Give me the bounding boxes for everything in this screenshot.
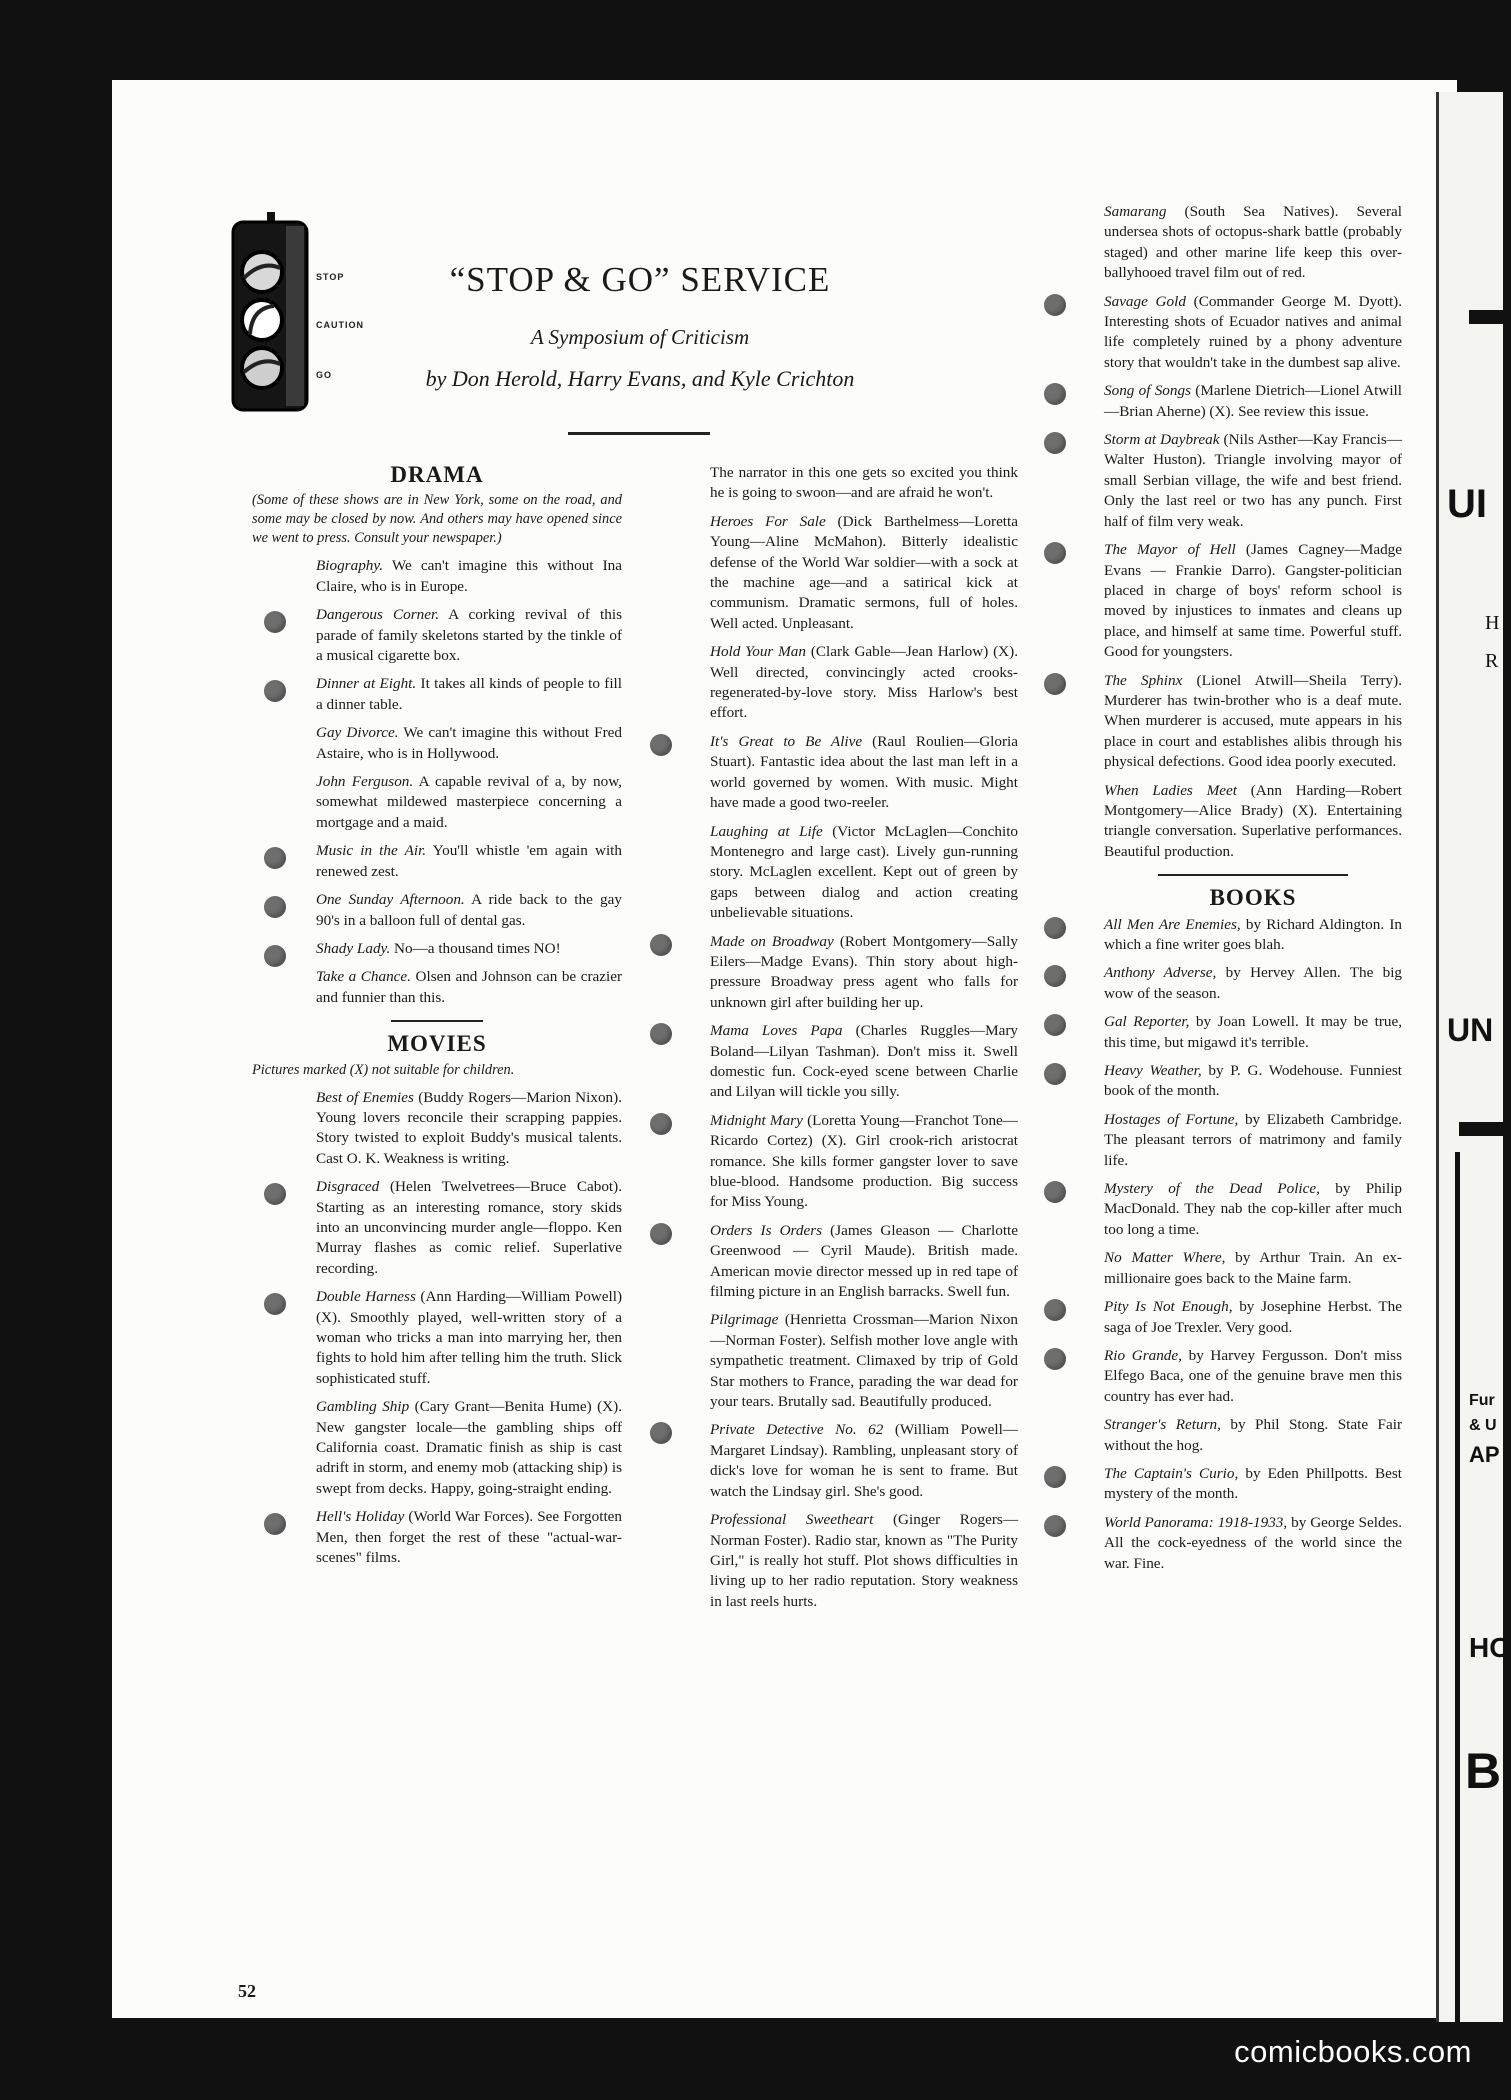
entry-title: Heavy Weather,	[1104, 1062, 1202, 1080]
column-1	[252, 463, 622, 1576]
entry-title: The Sphinx	[1104, 671, 1183, 689]
entry-title: No Matter Where,	[1104, 1249, 1226, 1267]
entry-title: Music in the Air.	[316, 842, 427, 860]
review-entry	[252, 674, 622, 715]
review-entry	[1104, 1248, 1402, 1289]
movies-heading: MOVIES	[387, 1031, 487, 1057]
entry-text: by Philip MacDonald. They nab the cop-killer after much too long a time.	[1104, 1180, 1403, 1238]
entry-text: by Phil Stong. State Fair without the hog.	[1104, 1416, 1402, 1454]
entry-title: Dinner at Eight.	[316, 675, 417, 693]
entry-text: (Charles Ruggles—Mary Boland—Lilyan Tashman). Don't miss it. Swell domestic fun. Cock-eyed scene between Charlie and Lilyan will tickle you silly.	[710, 1022, 1018, 1101]
go-signal-dot-icon	[264, 1293, 286, 1315]
entry-text: by Josephine Herbst. The saga of Joe Trexler. Very good.	[1104, 1298, 1402, 1336]
entry-text: (Raul Roulien—Gloria Stuart). Fantastic idea about the last man left in a world governed by women. With music. Might have made a good two-reeler.	[710, 732, 1019, 812]
entry-text: (Robert Montgomery—Sally Eilers—Madge Evans). Thin story about high-pressure Broadway press agent who falls for unknown girl after building her up.	[710, 932, 1018, 1011]
go-signal-dot-icon	[264, 611, 286, 633]
continued-text: The narrator in this one gets so excited you think he is going to swoon—and are afraid he won't.	[710, 464, 1018, 502]
go-signal-dot-icon	[1044, 294, 1066, 316]
entry-title: Made on Broadway	[710, 932, 834, 950]
drama-heading: DRAMA	[390, 462, 484, 487]
adjacent-page-edge: UI H R UN Fur & U AP HO B	[1436, 92, 1503, 2022]
review-entry	[252, 723, 622, 764]
entry-title: World Panorama: 1918-1933,	[1104, 1513, 1288, 1531]
review-entry	[252, 939, 622, 959]
entry-text: by Arthur Train. An ex-millionaire goes back to the Maine farm.	[1104, 1249, 1402, 1287]
entry-title: Gal Reporter,	[1104, 1013, 1190, 1031]
books-heading: BOOKS	[1209, 885, 1297, 911]
go-signal-dot-icon	[264, 945, 286, 967]
entry-text: We can't imagine this without Ina Claire, who is in Europe.	[316, 557, 622, 595]
entry-text: (Buddy Rogers—Marion Nixon). Young lovers reconcile their scrapping pappies. Story twisted to exploit Buddy's musical talents. Cast O. K. Weakness is writing.	[316, 1088, 623, 1167]
go-signal-dot-icon	[1044, 542, 1066, 564]
entry-text: (South Sea Natives). Several undersea shots of octopus-shark battle (probably staged) and other marine life keep this over-ballyhooed travel film out of red.	[1104, 203, 1402, 282]
entry-title: One Sunday Afternoon.	[316, 891, 465, 909]
entry-title: The Captain's Curio,	[1104, 1464, 1239, 1482]
review-entry	[252, 890, 622, 931]
entry-text: (Commander George M. Dyott). Interesting shots of Ecuador natives and animal life completely ruined by a phony adventure story that wouldn't take in the dumbest sap alive.	[1104, 292, 1403, 371]
header-divider	[568, 432, 710, 435]
review-entry	[710, 1021, 1018, 1103]
review-entry	[710, 822, 1018, 924]
review-entry	[252, 1507, 622, 1568]
entry-text: (Henrietta Crossman—Marion Nixon—Norman Foster). Selfish mother love angle with sympathetic treatment. Climaxed by trip of Gold Star mothers to France, parading the war dead for your tears. Brutally sad. Beautifully produced.	[710, 1311, 1018, 1411]
entry-text: No—a thousand times NO!	[394, 939, 561, 957]
go-signal-dot-icon	[650, 1223, 672, 1245]
movies-list-col1	[252, 1088, 622, 1569]
movies-note: Pictures marked (X) not suitable for children.	[252, 1061, 515, 1078]
go-signal-dot-icon	[1044, 1063, 1066, 1085]
review-entry	[1104, 915, 1402, 956]
review-entry	[1104, 1110, 1402, 1171]
entry-title: Heroes For Sale	[710, 512, 826, 530]
go-signal-dot-icon	[1044, 1466, 1066, 1488]
entry-title: Rio Grande,	[1104, 1346, 1182, 1364]
review-entry	[710, 1420, 1018, 1502]
column-2	[710, 463, 1018, 1620]
entry-title: Shady Lady.	[316, 939, 391, 957]
review-entry	[710, 1510, 1018, 1612]
signal-label-caution: CAUTION	[316, 320, 364, 330]
review-entry	[1104, 202, 1402, 284]
go-signal-dot-icon	[1044, 673, 1066, 695]
go-signal-dot-icon	[264, 680, 286, 702]
entry-title: Samarang	[1104, 203, 1167, 220]
entry-text: by Hervey Allen. The big wow of the season.	[1104, 964, 1403, 1002]
go-signal-dot-icon	[264, 1183, 286, 1205]
review-entry	[1104, 671, 1402, 773]
entry-title: Gay Divorce.	[316, 724, 399, 742]
entry-text: (Ann Harding—William Powell) (X). Smoothly played, well-written story of a woman who tricks a man into marrying her, then fights to hold him after telling him the truth. Slick sophisticated stuff.	[316, 1288, 623, 1387]
entry-text: (Nils Asther—Kay Francis—Walter Huston). Triangle involving mayor of small Serbian village, the wife and best friend. Only the last reel or two has any punch. First half of film very weak.	[1104, 431, 1402, 530]
page-subtitle: A Symposium of Criticism	[530, 325, 750, 349]
review-entry	[252, 967, 622, 1008]
review-entry	[252, 556, 622, 597]
entry-text: (Loretta Young—Franchot Tone—Ricardo Cortez) (X). Girl crook-rich aristocrat romance. She kills former gangster lover to save blue-blood. Handsome production. Big success for Miss Young.	[710, 1111, 1018, 1211]
go-signal-dot-icon	[1044, 432, 1066, 454]
entry-title: Dangerous Corner.	[316, 606, 440, 624]
review-entry	[1104, 540, 1402, 662]
entry-title: Gambling Ship	[316, 1398, 410, 1416]
go-signal-dot-icon	[1044, 1299, 1066, 1321]
drama-list	[252, 556, 622, 1008]
review-entry	[1104, 1415, 1402, 1456]
go-signal-dot-icon	[650, 1023, 672, 1045]
entry-text: (Lionel Atwill—Sheila Terry). Murderer has twin-brother who is a deaf mute. When murderer is accused, mute appears in his place in court and establishes alibis through his physical defections. Good idea poorly executed.	[1104, 671, 1403, 771]
entry-text: A capable revival of a, by now, somewhat mildewed masterpiece concerning a mortgage and a maid.	[316, 773, 622, 831]
entry-title: When Ladies Meet	[1104, 781, 1237, 799]
go-signal-dot-icon	[1044, 1348, 1066, 1370]
review-entry	[252, 1088, 622, 1170]
review-entry	[1104, 1061, 1402, 1102]
review-entry	[252, 605, 622, 666]
entry-title: Hostages of Fortune,	[1104, 1110, 1239, 1128]
entry-title: Professional Sweetheart	[710, 1511, 874, 1529]
section-divider	[391, 1020, 483, 1022]
entry-text: by George Seldes. All the cock-eyedness of the world since the war. Fine.	[1104, 1513, 1402, 1572]
entry-title: Pilgrimage	[710, 1311, 779, 1329]
review-entry	[252, 1397, 622, 1499]
entry-text: (Helen Twelvetrees—Bruce Cabot). Starting as an interesting romance, story skids into an unconvincing murder angle—floppo. Ken Murray flashes as comic relief. Superlative recording.	[316, 1178, 623, 1277]
entry-text: by Eden Phillpotts. Best mystery of the month.	[1104, 1464, 1402, 1503]
entry-title: Best of Enemies	[316, 1088, 414, 1106]
review-entry	[710, 1310, 1018, 1412]
movies-list-col2	[710, 512, 1018, 1612]
entry-title: Hell's Holiday	[316, 1508, 405, 1526]
entry-text: (Cary Grant—Benita Hume) (X). New gangster locale—the gambling ships off California coast. Dramatic finish as ship is cast adrift in storm, and enemy mob (attacking ship) is swept from decks. Happy, going-straight ending.	[316, 1398, 622, 1497]
section-divider	[1158, 874, 1348, 876]
entry-text: by Richard Aldington. In which a fine writer goes blah.	[1104, 915, 1402, 953]
entry-text: (World War Forces). See Forgotten Men, then forget the rest of these "actual-war-scenes" films.	[316, 1508, 623, 1567]
column-3	[1104, 202, 1402, 1582]
review-entry	[1104, 292, 1402, 374]
review-entry	[710, 932, 1018, 1014]
entry-title: Laughing at Life	[710, 822, 823, 840]
entry-text: (James Gleason — Charlotte Greenwood — Cyril Maude). British made. American movie director messed up in red tape of filming picture in an English barracks. Swell fun.	[710, 1221, 1018, 1301]
entry-title: Orders Is Orders	[710, 1221, 823, 1239]
entry-text: by P. G. Wodehouse. Funniest book of the month.	[1104, 1062, 1402, 1100]
review-entry	[252, 772, 622, 833]
entry-title: Anthony Adverse,	[1104, 964, 1217, 982]
go-signal-dot-icon	[650, 1113, 672, 1135]
review-entry	[1104, 1346, 1402, 1407]
review-entry	[710, 512, 1018, 634]
review-entry	[1104, 1179, 1402, 1240]
entry-text: (Marlene Dietrich—Lionel Atwill—Brian Aherne) (X). See review this issue.	[1104, 382, 1403, 420]
go-signal-dot-icon	[650, 934, 672, 956]
entry-title: Song of Songs	[1104, 382, 1191, 400]
review-entry	[252, 841, 622, 882]
entry-title: Savage Gold	[1104, 292, 1186, 310]
page-number: 52	[238, 1981, 256, 2001]
entry-title: Double Harness	[316, 1288, 416, 1306]
entry-title: Midnight Mary	[710, 1111, 803, 1129]
movies-list-col3	[1104, 202, 1402, 862]
review-entry	[1104, 963, 1402, 1004]
entry-title: Stranger's Return,	[1104, 1416, 1221, 1434]
review-entry	[1104, 430, 1402, 532]
entry-text: Olsen and Johnson can be crazier and funnier than this.	[316, 968, 622, 1006]
entry-title: Hold Your Man	[710, 643, 806, 661]
go-signal-dot-icon	[264, 1513, 286, 1535]
review-entry	[252, 1287, 622, 1389]
go-signal-dot-icon	[1044, 1515, 1066, 1537]
entry-title: John Ferguson.	[316, 773, 414, 791]
review-entry	[1104, 1513, 1402, 1574]
entry-title: Biography.	[316, 557, 384, 575]
entry-text: (Clark Gable—Jean Harlow) (X). Well directed, convincingly acted crooks-regenerated-by-love story. Miss Harlow's best effort.	[710, 643, 1018, 722]
entry-title: Storm at Daybreak	[1104, 431, 1220, 449]
go-signal-dot-icon	[264, 847, 286, 869]
byline: by Don Herold, Harry Evans, and Kyle Crichton	[425, 366, 855, 391]
review-entry	[1104, 1464, 1402, 1505]
entry-text: (Dick Barthelmess—Loretta Young—Aline McMahon). Bitterly idealistic defense of the World War soldier—with a sock at the machine age—and a satirical kick at communism. Dramatic sermons, full of holes. Well acted. Unpleasant.	[710, 512, 1018, 632]
review-entry	[1104, 1297, 1402, 1338]
review-entry	[1104, 1012, 1402, 1053]
review-entry	[1104, 381, 1402, 422]
traffic-signal-icon	[230, 212, 312, 412]
entry-text: (Ginger Rogers—Norman Foster). Radio star, known as "The Purity Girl," is really hot stuff. Plot shows difficulties in living up to her radio reputation. Story weakness in last reels hurts.	[710, 1511, 1019, 1610]
entry-text: You'll whistle 'em again with renewed zest.	[316, 842, 622, 880]
review-entry	[710, 1111, 1018, 1213]
entry-title: All Men Are Enemies,	[1104, 915, 1241, 933]
entry-text: (Ann Harding—Robert Montgomery—Alice Brady) (X). Entertaining triangle conversation. Superlative performances. Beautiful production.	[1104, 781, 1402, 860]
entry-text: A ride back to the gay 90's in a balloon full of dental gas.	[316, 891, 622, 929]
books-list	[1104, 915, 1402, 1574]
entry-text: by Joan Lowell. It may be true, this time, but migawd it's terrible.	[1104, 1013, 1403, 1051]
go-signal-dot-icon	[1044, 917, 1066, 939]
entry-title: Disgraced	[316, 1178, 380, 1196]
entry-text: by Harvey Fergusson. Don't miss Elfego Baca, one of the genuine brave men this country has ever had.	[1104, 1346, 1402, 1405]
go-signal-dot-icon	[650, 734, 672, 756]
entry-title: Pity Is Not Enough,	[1104, 1298, 1233, 1316]
go-signal-dot-icon	[264, 896, 286, 918]
entry-text: (Victor McLaglen—Conchito Montenegro and large cast). Lively gun-running story. McLaglen excellent. Kept out of green by gaps between dialog and action creating unbelievable situations.	[710, 822, 1019, 922]
entry-title: The Mayor of Hell	[1104, 541, 1236, 559]
review-entry	[710, 642, 1018, 724]
entry-text: A corking revival of this parade of family skeletons started by the tinkle of a musical cigarette box.	[316, 606, 622, 665]
entry-title: It's Great to Be Alive	[710, 732, 863, 750]
entry-text: We can't imagine this without Fred Astaire, who is in Hollywood.	[316, 724, 622, 762]
drama-note: (Some of these shows are in New York, some on the road, and some may be closed by now. And others may have opened since we went to press. Consult your newspaper.)	[252, 492, 622, 547]
watermark: comicbooks.com	[1234, 2034, 1472, 2069]
page-title: “STOP & GO” SERVICE	[449, 260, 831, 299]
entry-title: Take a Chance.	[316, 968, 411, 986]
signal-label-stop: STOP	[316, 272, 345, 282]
entry-title: Mama Loves Papa	[710, 1022, 843, 1040]
go-signal-dot-icon	[1044, 1181, 1066, 1203]
entry-text: by Elizabeth Cambridge. The pleasant terrors of matrimony and family life.	[1104, 1110, 1402, 1169]
review-entry	[252, 1177, 622, 1279]
review-entry	[1104, 781, 1402, 863]
signal-label-go: GO	[316, 370, 333, 380]
entry-text: (James Cagney—Madge Evans — Frankie Darro). Gangster-politician placed in charge of boys' reform school is moved by injustices to inmates and cleans up place, and himself at same time. Powerful stuff. Good for youngsters.	[1104, 541, 1402, 661]
entry-title: Private Detective No. 62	[710, 1421, 884, 1439]
entry-title: Mystery of the Dead Police,	[1104, 1180, 1320, 1198]
review-entry	[710, 1221, 1018, 1303]
entry-text: It takes all kinds of people to fill a dinner table.	[316, 675, 622, 713]
review-entry	[710, 732, 1018, 814]
entry-text: (William Powell—Margaret Lindsay). Rambling, unpleasant story of dick's love for woman he is sent to frame. But watch the Lindsay girl. She's good.	[710, 1421, 1018, 1500]
